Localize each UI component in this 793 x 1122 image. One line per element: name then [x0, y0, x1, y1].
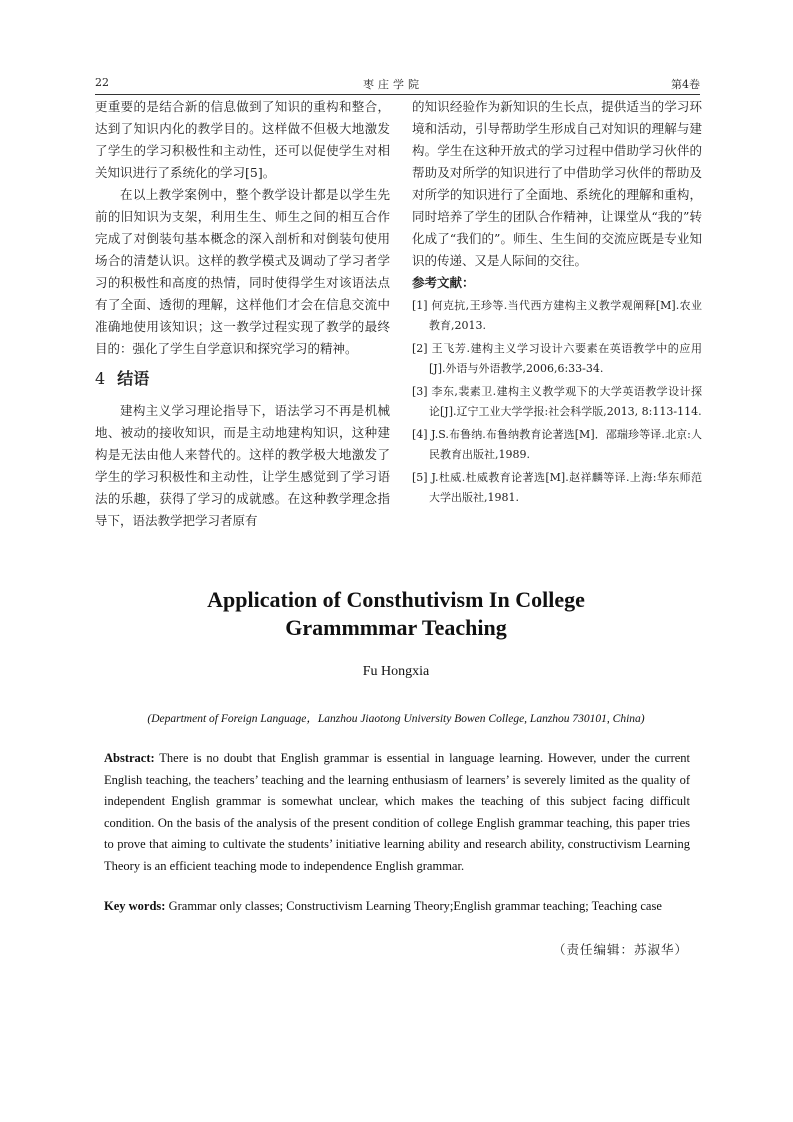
left-paragraph-2: 在以上教学案例中，整个教学设计都是以学生先前的旧知识为支架，利用生生、师生之间的相互合作完成了对倒装句基本概念的深入剖析和对倒装句使用场合的清楚认识。这样的教学模式及调动了学习者学习的积极性和高度的热情，同时使得学生对该语法点有了全面、透彻的理解，这样他们才会在信息交流中准确地使用该知识；这一教学过程实现了教学的最终目的：强化了学生自学意识和探究学习的精神。 — [95, 187, 390, 356]
keywords-label: Key words: — [104, 899, 166, 913]
left-paragraph-1: 更重要的是结合新的信息做到了知识的重构和整合，达到了知识内化的教学目的。这样做不但极大地激发了学生的学习积极性和主动性，还可以促使学生对相关知识进行了系统化的学习[5]。 — [95, 99, 390, 180]
reference-item: [5] J.杜威.杜威教育论著选[M].赵祥麟等译.上海:华东师范大学出版社,1981. — [412, 471, 702, 504]
reference-list — [412, 296, 702, 508]
volume-label: 第4卷 — [671, 78, 700, 91]
reference-item: [1] 何克抗,王珍等.当代西方建构主义教学观阐释[M].农业教育,2013. — [412, 299, 702, 332]
right-paragraph-1: 的知识经验作为新知识的生长点，提供适当的学习环境和活动，引导帮助学生形成自己对知识的理解与建构。学生在这种开放式的学习过程中借助学习伙伴的帮助及对所学的知识进行了中借助学习伙伴的帮助及对所学的知识进行了全面地、系统化的理解和重构，同时培养了学生的团队合作精神，让课堂从“我的”转化成了“我们的”。师生、生生间的交流应既是专业知识的传递、又是人际间的交往。 — [412, 99, 702, 268]
english-title-line-1: Application of Consthutivism In College — [207, 587, 585, 612]
editor-note: （责任编辑：苏淑华） — [552, 942, 688, 957]
journal-name: 枣庄学院 — [363, 78, 423, 91]
section-heading — [95, 366, 390, 392]
author-name: Fu Hongxia — [362, 664, 430, 679]
references-heading: 参考文献： — [412, 275, 475, 290]
keywords — [104, 896, 690, 918]
author-affiliation: (Department of Foreign Language，Lanzhou Jiaotong University Bowen College, Lanzhou 730101, China) — [147, 713, 645, 725]
left-paragraph-3: 建构主义学习理论指导下，语法学习不再是机械地、被动的接收知识，而是主动地建构知识，这种建构是无法由他人来替代的。这样的教学极大地激发了学生的学习积极性和主动性，让学生感觉到了学习语法的乐趣，获得了学习的成就感。在这种教学理念指导下，语法教学把学习者原有 — [95, 403, 390, 528]
section-number: 4 — [95, 369, 106, 388]
keywords-text: Grammar only classes; Constructivism Learning Theory;English grammar teaching; Teaching case — [168, 899, 662, 913]
left-column — [95, 96, 390, 532]
right-column — [412, 96, 702, 511]
abstract — [104, 748, 690, 877]
page-number: 22 — [95, 76, 109, 89]
reference-item: [2] 王飞芳.建构主义学习设计六要素在英语教学中的应用[J].外语与外语教学,2006,6:33-34. — [412, 342, 702, 375]
section-title: 结语 — [117, 369, 150, 388]
reference-item: [4] J.S.布鲁纳.布鲁纳教育论著选[M]．邵瑞珍等译.北京:人民教育出版社,1989. — [412, 428, 702, 461]
english-title — [96, 586, 696, 642]
abstract-label: Abstract: — [104, 751, 155, 765]
running-header — [95, 74, 700, 95]
english-title-line-2: Grammmmar Teaching — [285, 615, 507, 640]
abstract-text: There is no doubt that English grammar is essential in language learning. However, under the current English teaching, the teachers’ teaching and the learning enthusiasm of learners’ is severely limited as the quality of independent English grammar is somewhat unclear, which makes the teaching of this subject facing difficult condition. On the basis of the analysis of the present condition of college English grammar teaching, this paper tries to prove that aiming to cultivate the students’ initiative learning ability and research ability, constructivism Learning Theory is an efficient teaching mode to independence English grammar. — [104, 751, 691, 873]
reference-item: [3] 李东,裴素卫.建构主义教学观下的大学英语教学设计探论[J].辽宁工业大学学报:社会科学版,2013, 8:113-114. — [412, 385, 702, 418]
